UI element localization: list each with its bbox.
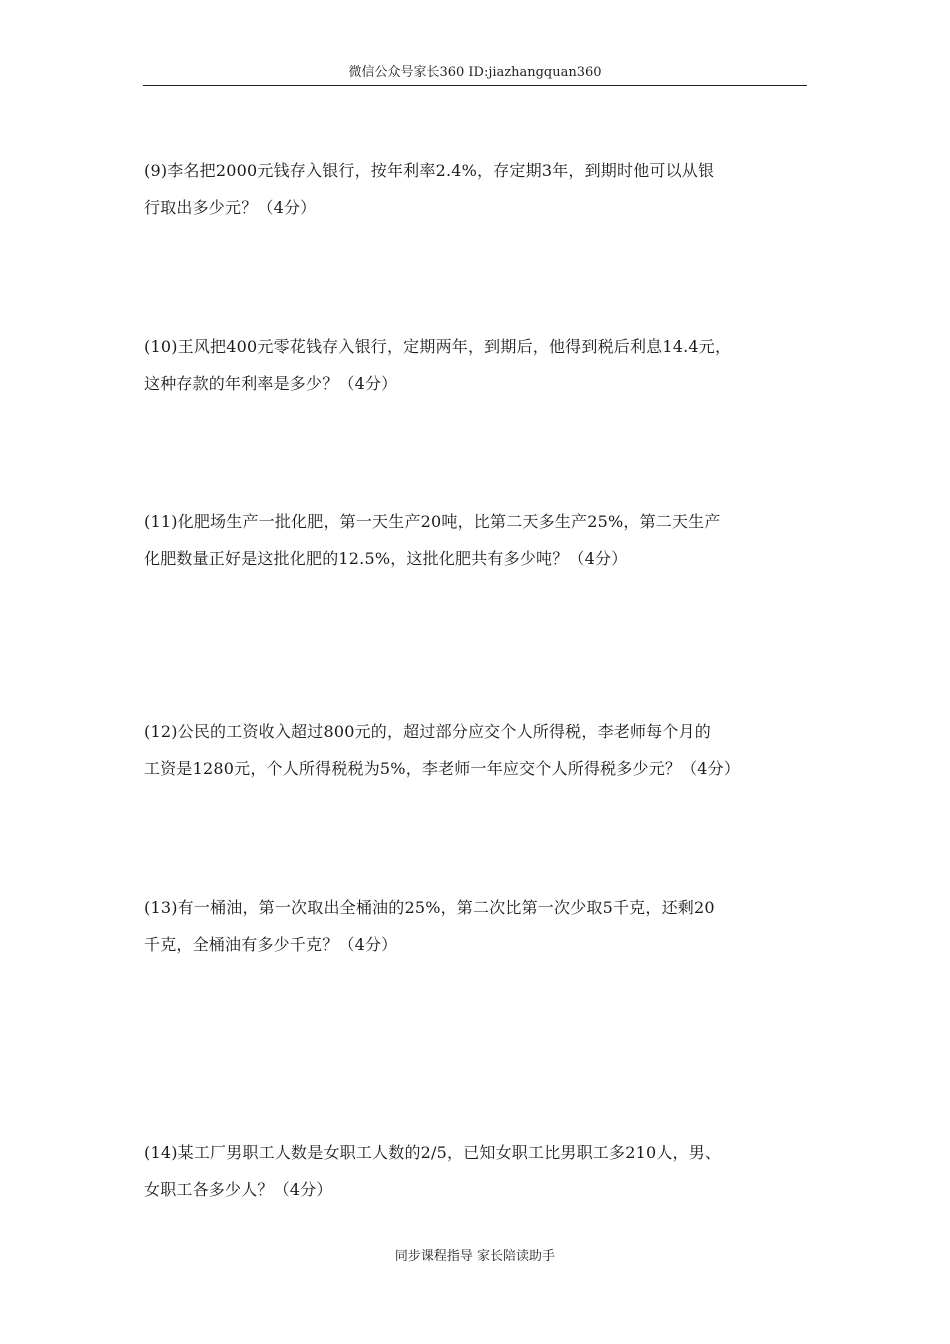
question-text-line: (12)公民的工资收入超过800元的，超过部分应交个人所得税，李老师每个月的 [144,722,711,741]
question-10 [144,328,814,402]
question-text-line: (9)李名把2000元钱存入银行，按年利率2.4%，存定期3年，到期时他可以从银 [144,161,715,180]
question-text-line: (10)王风把400元零花钱存入银行，定期两年，到期后，他得到税后利息14.4元， [144,337,732,356]
question-text-line: 行取出多少元？（4分） [144,198,317,217]
question-9 [144,152,814,226]
question-11 [144,503,814,577]
question-text-line: 化肥数量正好是这批化肥的12.5%，这批化肥共有多少吨？（4分） [144,549,628,568]
page-header: 微信公众号家长360 ID:jiazhangquan360 [348,65,602,80]
question-text-line: 工资是1280元，个人所得税税为5%，李老师一年应交个人所得税多少元？（4分） [144,759,741,778]
question-text-line: 这种存款的年利率是多少？（4分） [144,374,398,393]
page-footer: 同步课程指导 家长陪读助手 [394,1249,556,1264]
question-text-line: (13)有一桶油，第一次取出全桶油的25%，第二次比第一次少取5千克，还剩20 [144,898,715,917]
question-14 [144,1134,814,1208]
question-text-line: (11)化肥场生产一批化肥，第一天生产20吨，比第二天多生产25%，第二天生产 [144,512,721,531]
question-13 [144,889,814,963]
question-text-line: 千克，全桶油有多少千克？（4分） [144,935,398,954]
header-divider [143,85,807,86]
question-text-line: 女职工各多少人？（4分） [144,1180,333,1199]
question-text-line: (14)某工厂男职工人数是女职工人数的2/5，已知女职工比男职工多210人，男、 [144,1143,722,1162]
question-12 [144,713,814,787]
